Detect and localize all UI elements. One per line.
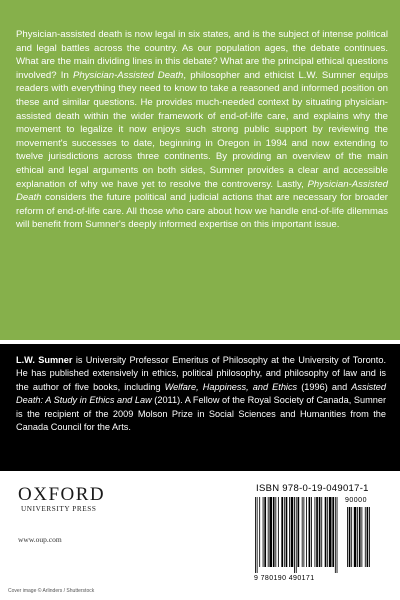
barcode-bar bbox=[311, 497, 312, 567]
price-addon-digits: 90000 bbox=[345, 497, 367, 504]
bio-text: (1996) and bbox=[297, 381, 352, 392]
barcode-bar bbox=[255, 497, 256, 573]
cover-image-credit: Cover image © Arlinders / Shutterstock bbox=[8, 588, 95, 594]
barcode-bar bbox=[335, 497, 336, 573]
description-text: considers the future political and judicial actions that are necessary for broader reform of end-of-life care. All those who care about how we handle end-of-life dilemmas will benefit from Sumner's deeply informed expertise on this important issue. bbox=[16, 192, 388, 231]
barcode bbox=[254, 497, 374, 585]
barcode-bar bbox=[275, 497, 276, 567]
barcode-bar bbox=[315, 497, 316, 567]
barcode-bar bbox=[361, 507, 362, 567]
oxford-logo bbox=[18, 485, 133, 514]
barcode-bar bbox=[268, 497, 269, 567]
barcode-bar bbox=[281, 497, 283, 567]
ean-digits: 9 780190 490171 bbox=[254, 575, 315, 582]
publisher-subtitle: UNIVERSITY PRESS bbox=[21, 505, 97, 513]
book-title-italic: Welfare, Happiness, and Ethics bbox=[164, 381, 298, 392]
price-addon-bars bbox=[346, 507, 374, 573]
barcode-bar bbox=[347, 507, 348, 567]
description-text: Physician-assisted death is now legal in six states, and is the subject of intense political and legal battles across the country. As our population ages, the debate continues. What are the main dividing lines in this debate? What are the principal ethical questions involved? In bbox=[16, 29, 388, 81]
barcode-bar bbox=[263, 497, 264, 567]
barcode-bar bbox=[357, 507, 358, 567]
barcode-bar bbox=[365, 507, 366, 567]
barcode-bar bbox=[369, 507, 370, 567]
barcode-bar bbox=[289, 497, 290, 567]
barcode-bar bbox=[278, 497, 279, 567]
publisher-website: www.oup.com bbox=[18, 535, 62, 544]
barcode-bar bbox=[337, 497, 338, 573]
bio-text: is University Professor Emeritus of Philosophy at the University of Toronto. He has published extensively in ethics, political philosophy, and philosophy of law and is the author of five books, including bbox=[16, 355, 387, 392]
barcode-bar bbox=[306, 497, 307, 567]
barcode-bar bbox=[257, 497, 258, 573]
isbn-barcode-block bbox=[254, 483, 374, 585]
book-description bbox=[16, 28, 388, 232]
isbn-number: ISBN 978-0-19-049017-1 bbox=[256, 483, 369, 494]
book-title-italic: Physician-Assisted Death bbox=[73, 69, 184, 81]
barcode-bar bbox=[367, 507, 369, 567]
barcode-bar bbox=[319, 497, 321, 567]
barcode-bar bbox=[359, 507, 361, 567]
barcode-bar bbox=[316, 497, 318, 567]
barcode-bar bbox=[321, 497, 322, 567]
book-title-italic: Physician-Assisted Death bbox=[16, 178, 388, 204]
barcode-bar bbox=[296, 497, 297, 573]
barcode-bar bbox=[309, 497, 311, 567]
barcode-bar bbox=[284, 497, 285, 567]
barcode-bar bbox=[298, 497, 300, 567]
author-bio-panel bbox=[0, 344, 400, 471]
barcode-bar bbox=[327, 497, 328, 567]
bio-text: (2011). A Fellow of the Royal Society of Canada, Sumner is the recipient of the 2009 Molson Prize in Social Sciences and Humanities from the Canada Council for the Arts. bbox=[16, 395, 387, 433]
barcode-bar bbox=[286, 497, 288, 567]
author-name: L.W. Sumner bbox=[16, 355, 73, 365]
barcode-bar bbox=[291, 497, 294, 567]
barcode-bar bbox=[351, 507, 352, 567]
author-bio bbox=[16, 354, 386, 434]
publisher-name: OXFORD bbox=[18, 484, 106, 505]
barcode-bar bbox=[269, 497, 272, 567]
ean-barcode-bars bbox=[254, 497, 344, 573]
description-text: , philosopher and ethicist L.W. Sumner equips readers with everything they need to know to take a reasoned and informed position on these and similar questions. He provides much-needed context by situating physician-assisted death within the wider framework of end-of-life care, and explains why the movement to legalize it now enjoys such strong public support by reviewing the movement's successes to date, beginning in Oregon in 1994 and now extending to twelve jurisdictions across three continents. By providing an overview of the main ethical and legal arguments on both sides, Sumner provides a clear and accessible explanation of why we have yet to resolve the controversy. Lastly, bbox=[16, 69, 388, 190]
barcode-bar bbox=[302, 497, 303, 567]
barcode-bar bbox=[332, 497, 334, 567]
barcode-bar bbox=[329, 497, 332, 567]
barcode-bar bbox=[273, 497, 275, 567]
barcode-bar bbox=[259, 497, 260, 567]
book-title-italic: Assisted Death: A Study in Ethics and Law bbox=[16, 381, 387, 406]
barcode-bar bbox=[349, 507, 351, 567]
barcode-bar bbox=[294, 497, 295, 573]
barcode-bar bbox=[325, 497, 327, 567]
publisher-panel bbox=[0, 471, 400, 600]
barcode-bar bbox=[303, 497, 304, 567]
barcode-bar bbox=[264, 497, 266, 567]
barcode-bar bbox=[354, 507, 357, 567]
